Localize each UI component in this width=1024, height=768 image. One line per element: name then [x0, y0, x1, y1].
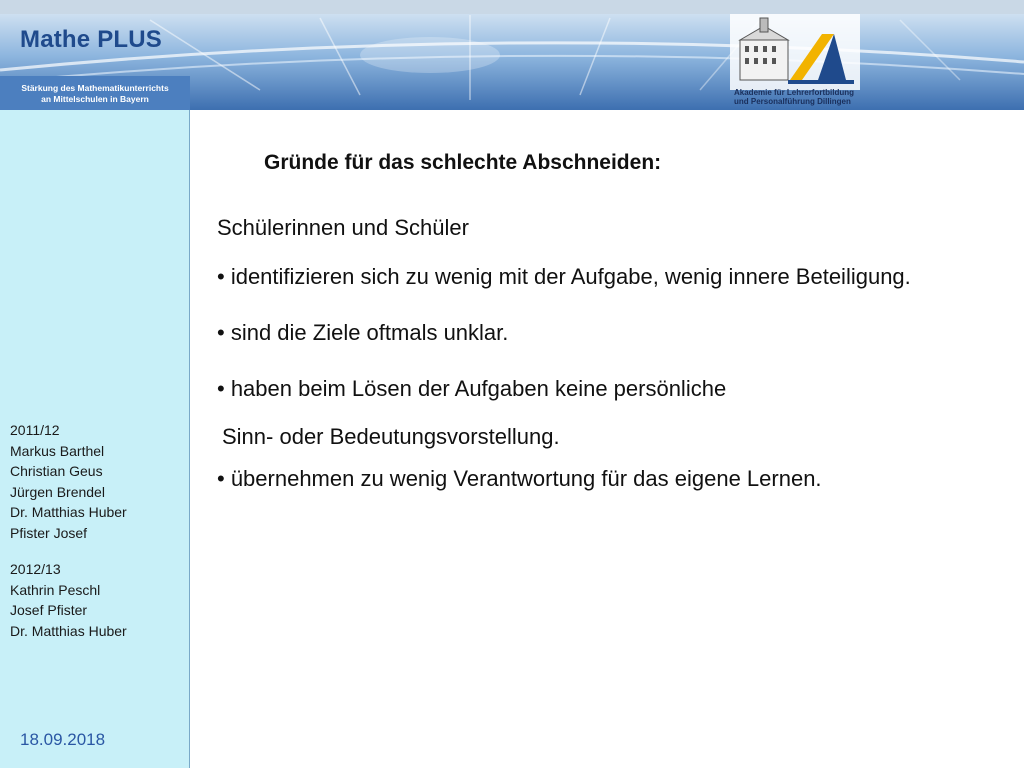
credit-line: Christian Geus	[10, 463, 103, 479]
academy-name	[734, 88, 854, 106]
credit-line: 2011/12	[10, 422, 60, 438]
credit-line: Kathrin Peschl	[10, 581, 101, 598]
credit-line: Dr. Matthias Huber	[10, 622, 127, 639]
header-banner	[0, 0, 1024, 110]
credit-spacer	[10, 543, 127, 559]
brand-subtitle	[0, 83, 190, 105]
credit-line: Markus Barthel	[10, 442, 105, 459]
bullet-point: • übernehmen zu wenig Verantwortung für das eigene Lernen.	[217, 466, 822, 491]
bullet-point: • identifizieren sich zu wenig mit der Aufgabe, wenig innere Beteiligung.	[217, 264, 911, 289]
academy-line2: und Personalführung Dillingen	[734, 97, 851, 106]
credit-line: Dr. Matthias Huber	[10, 504, 127, 520]
brand-subtitle-line1: Stärkung des Mathematikunterrichts	[21, 83, 169, 93]
credit-line: Pfister Josef	[10, 524, 88, 541]
app-title: Mathe PLUS	[20, 26, 163, 53]
credit-line: Josef Pfister	[10, 602, 88, 618]
credit-line: 2012/13	[10, 561, 61, 577]
credits-list	[10, 420, 127, 641]
academy-line1: Akademie für Lehrerfortbildung	[734, 88, 855, 97]
slide-date: 18.09.2018	[20, 730, 106, 749]
slide-subject: Schülerinnen und Schüler	[217, 215, 469, 240]
bullet-continuation: Sinn- oder Bedeutungsvorstellung.	[222, 424, 560, 449]
bullet-point: • haben beim Lösen der Aufgaben keine persönliche	[217, 376, 727, 401]
bullet-point: • sind die Ziele oftmals unklar.	[217, 320, 509, 345]
academy-logo-icon	[730, 14, 860, 90]
brand-subtitle-line2: an Mittelschulen in Bayern	[41, 94, 149, 104]
slide-heading: Gründe für das schlechte Abschneiden:	[264, 151, 662, 174]
credit-line: Jürgen Brendel	[10, 483, 105, 500]
